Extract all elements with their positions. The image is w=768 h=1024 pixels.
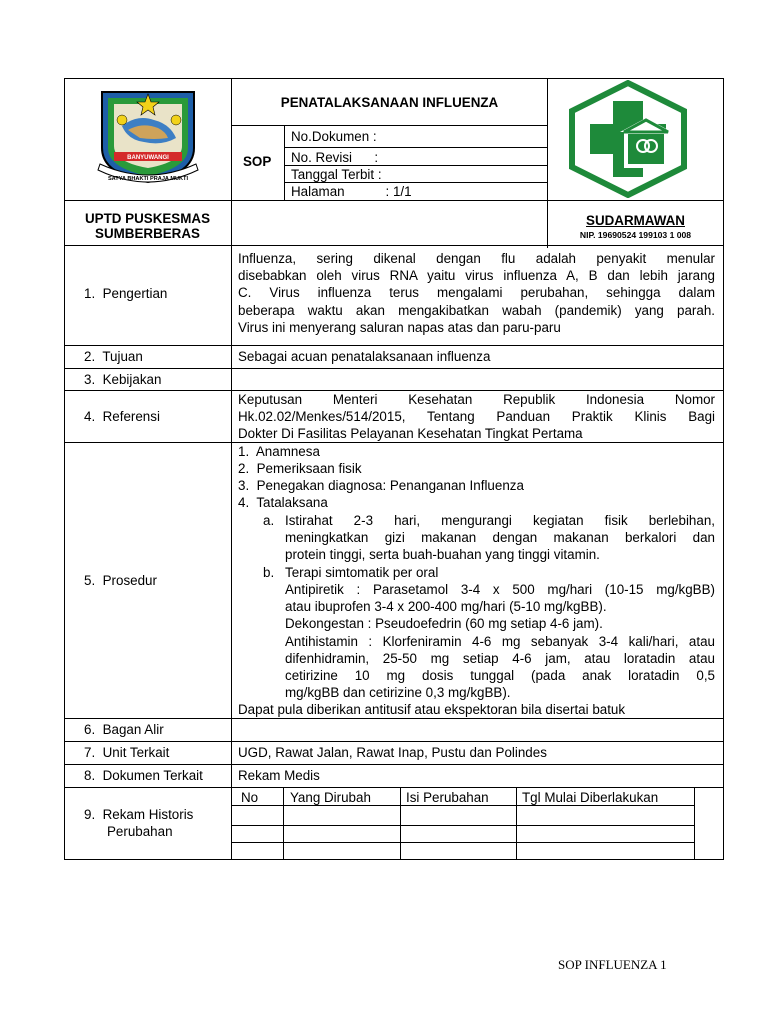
referensi-line: Hk.02.02/Menkes/514/2015, Tentang Panduan Praktik Klinis Bagi — [238, 409, 715, 425]
sub-b-line: Antipiretik : Parasetamol 3-4 x 500 mg/hari (10-15 mg/kgBB) — [285, 582, 715, 597]
label-kebijakan: 3. Kebijakan — [84, 372, 162, 387]
prosedur-item: 2. Pemeriksaan fisik — [238, 461, 362, 476]
prosedur-item: 3. Penegakan diagnosa: Penanganan Influenza — [238, 478, 524, 493]
tujuan-text: Sebagai acuan penatalaksanaan influenza — [238, 349, 491, 364]
sub-a-text — [285, 512, 715, 564]
unit-terkait-text: UGD, Rawat Jalan, Rawat Inap, Pustu dan Polindes — [238, 745, 547, 760]
sub-a-line: Istirahat 2-3 hari, mengurangi kegiatan fisik berlebihan, — [285, 513, 715, 528]
sop-label: SOP — [243, 154, 272, 169]
sub-b-title: Terapi simtomatik per oral — [285, 565, 439, 580]
no-dokumen: No.Dokumen : — [291, 129, 377, 144]
sub-b-text — [285, 581, 715, 701]
puskesmas-cross-icon — [566, 80, 690, 198]
sub-b-marker: b. — [263, 565, 275, 580]
org-name-line2: SUMBERBERAS — [95, 226, 200, 241]
document-title: PENATALAKSANAAN INFLUENZA — [280, 95, 499, 110]
tanggal-terbit: Tanggal Terbit : — [291, 167, 382, 182]
label-pengertian: 1. Pengertian — [84, 286, 168, 301]
label-dokumen-terkait: 8. Dokumen Terkait — [84, 768, 203, 783]
sub-b-line: atau ibuprofen 3-4 x 200-400 mg/hari (5-10 mg/kgBB). — [285, 599, 607, 615]
prosedur-closing: Dapat pula diberikan antitusif atau ekspektoran bila disertai batuk — [238, 702, 626, 717]
referensi-line: Dokter Di Fasilitas Pelayanan Kesehatan Tingkat Pertama — [238, 426, 583, 442]
signer-name: SUDARMAWAN — [586, 213, 685, 228]
puskesmas-logo — [566, 80, 690, 198]
prosedur-item: 4. Tatalaksana — [238, 495, 328, 510]
sub-a-line: meningkatkan gizi makanan dengan makanan berkalori dan — [285, 530, 715, 546]
no-revisi: No. Revisi : — [291, 150, 379, 165]
sub-b-line: Antihistamin : Klorfeniramin 4-6 mg sebanyak 3-4 kali/hari, atau — [285, 633, 715, 649]
referensi-line: Keputusan Menteri Kesehatan Republik Indonesia Nomor — [238, 392, 715, 407]
label-tujuan: 2. Tujuan — [84, 349, 143, 364]
sub-b-line: difenhidramin, 25-50 mg setiap 4-6 jam, atau loratadin atau — [285, 650, 715, 666]
sub-b-line: mg/kgBB dan cetirizine 0,3 mg/kgBB). — [285, 685, 511, 701]
org-name-line1: UPTD PUSKESMAS — [85, 211, 210, 226]
banyuwangi-crest-logo — [92, 86, 204, 196]
sub-a-line: protein tinggi, serta buah-buahan yang tinggi vitamin. — [285, 547, 600, 563]
history-col-header: No — [241, 790, 259, 805]
pengertian-line: C. Virus influenza terus mengalami perubahan, sehingga dalam — [238, 285, 715, 301]
history-col-header: Isi Perubahan — [406, 790, 489, 805]
sub-a-marker: a. — [263, 513, 275, 528]
prosedur-item: 1. Anamnesa — [238, 444, 320, 459]
history-col-header: Yang Dirubah — [290, 790, 371, 805]
sub-b-line: Dekongestan : Pseudoefedrin (60 mg setiap 4-6 jam). — [285, 616, 603, 632]
pengertian-line: beberapa waktu akan mengakibatkan wabah (pandemik) yang parah. — [238, 302, 715, 318]
crest-icon — [92, 86, 204, 196]
label-rekam-historis: 9. Rekam Historis — [84, 807, 194, 822]
pengertian-line: disebabkan oleh virus RNA yaitu virus influenza A, B dan lebih jarang — [238, 268, 715, 284]
signer-nip: NIP. 19690524 199103 1 008 — [579, 230, 692, 240]
page-footer: SOP INFLUENZA 1 — [558, 957, 667, 972]
pengertian-text — [238, 250, 715, 336]
pengertian-line: Virus ini menyerang saluran napas atas dan paru-paru — [238, 319, 561, 335]
crest-motto-text: SATYA BHAKTI PRAJA MUKTI — [107, 176, 189, 182]
halaman: Halaman : 1/1 — [291, 184, 412, 199]
history-col-header: Tgl Mulai Diberlakukan — [522, 790, 659, 805]
crest-banner-text: BANYUWANGI — [127, 155, 169, 161]
label-bagan-alir: 6. Bagan Alir — [84, 722, 164, 737]
dokumen-terkait-text: Rekam Medis — [238, 768, 320, 783]
label-rekam-historis-2: Perubahan — [107, 824, 173, 839]
label-referensi: 4. Referensi — [84, 409, 160, 424]
label-prosedur: 5. Prosedur — [84, 573, 157, 588]
pengertian-line: Influenza, sering dikenal dengan flu adalah penyakit menular — [238, 251, 715, 266]
sub-b-line: cetirizine 10 mg dosis tunggal (pada anak loratadin 0,5 — [285, 668, 715, 684]
label-unit-terkait: 7. Unit Terkait — [84, 745, 170, 760]
referensi-text — [238, 391, 715, 443]
